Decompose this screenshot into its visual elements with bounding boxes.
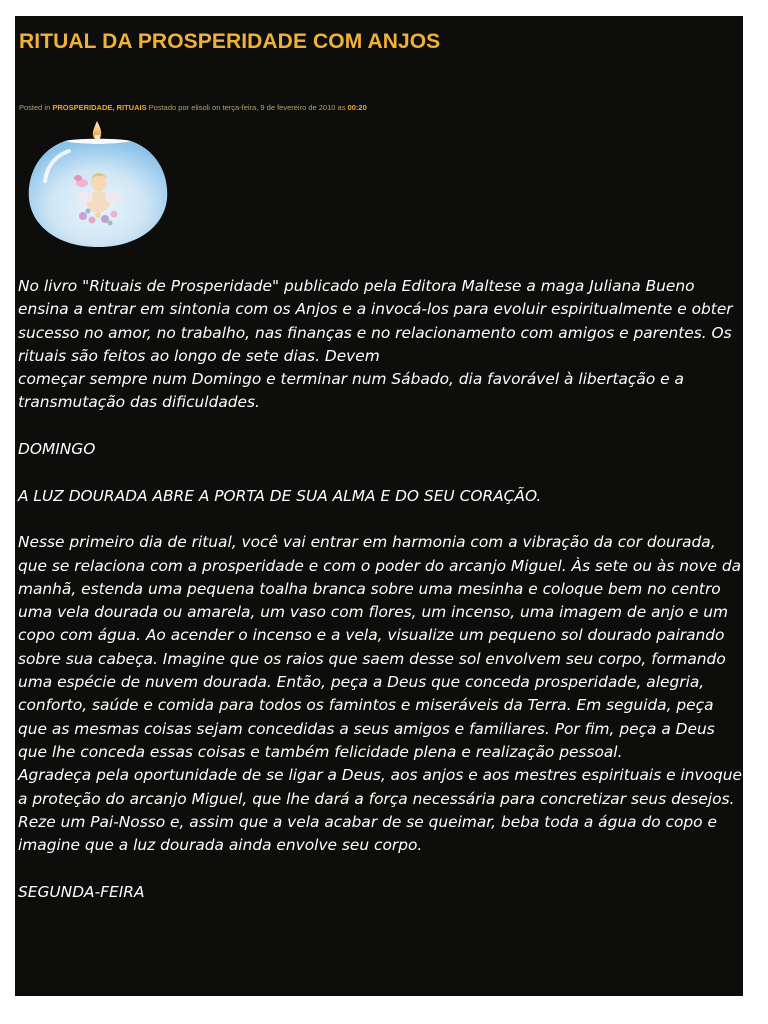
blog-post xyxy=(15,16,743,996)
posted-by-text: Postado por elisoli on terça-feira, 9 de fevereiro de 2010 as xyxy=(148,103,346,112)
blank-line xyxy=(18,415,743,438)
category-link-prosperidade[interactable]: PROSPERIDADE xyxy=(52,103,113,112)
post-time: 00:20 xyxy=(347,103,367,112)
post-body xyxy=(18,275,743,904)
angel-fishbowl-icon xyxy=(25,119,171,249)
blank-line xyxy=(18,857,743,880)
post-title[interactable]: RITUAL DA PROSPERIDADE COM ANJOS xyxy=(19,30,441,53)
blank-line xyxy=(18,508,743,531)
category-separator: , xyxy=(112,103,115,112)
paragraph-intro-2: começar sempre num Domingo e terminar num Sábado, dia favorável à libertação e a transmutação das dificuldades. xyxy=(18,370,684,412)
angel-fishbowl-graphic xyxy=(25,119,171,249)
post-meta xyxy=(19,103,367,112)
paragraph-domingo-ritual: Nesse primeiro dia de ritual, você vai entrar em harmonia com a vibração da cor dourada, que se relaciona com a prosperidade e com o poder do arcanjo Miguel. Às sete ou às nove da manhã, estenda uma pequena toalha branca sobre uma mesinha e coloque bem no centro uma vela dourada ou amarela, um vaso com flores, um incenso, uma imagem de anjo e um copo com água. Ao acender o incenso e a vela, visualize um pequeno sol dourado pairando sobre sua cabeça. Imagine que os raios que saem desse sol envolvem seu corpo, formando uma espécie de nuvem dourada. Então, peça a Deus que conceda prosperidade, alegria, conforto, saúde e comida para todos os famintos e miseráveis da Terra. Em seguida, peça que as mesmas coisas sejam concedidas a seus amigos e familiares. Por fim, peça a Deus que lhe conceda essas coisas e também felicidade plena e realização pessoal. xyxy=(18,533,742,761)
section-heading-segunda: SEGUNDA-FEIRA xyxy=(18,882,145,901)
section-subheading-domingo: A LUZ DOURADA ABRE A PORTA DE SUA ALMA E DO SEU CORAÇÃO. xyxy=(18,486,542,505)
blank-line xyxy=(18,461,743,484)
paragraph-intro-1: No livro "Rituais de Prosperidade" publicado pela Editora Maltese a maga Juliana Bueno ensina a entrar em sintonia com os Anjos e a invocá-los para evoluir espiritualmente e obter sucesso no amor, no trabalho, nas finanças e no relacionamento com amigos e parentes. Os rituais são feitos ao longo de sete dias. Devem xyxy=(18,277,733,365)
paragraph-domingo-gratitude: Agradeça pela oportunidade de se ligar a Deus, aos anjos e aos mestres espirituais e invoque a proteção do arcanjo Miguel, que lhe dará a força necessária para concretizar seus desejos. Reze um Pai-Nosso e, assim que a vela acabar de se queimar, beba toda a água do copo e imagine que a luz dourada ainda envolve seu corpo. xyxy=(18,766,743,855)
category-link-rituais[interactable]: RITUAIS xyxy=(116,103,147,112)
section-heading-domingo: DOMINGO xyxy=(18,440,96,459)
posted-in-label: Posted in xyxy=(19,103,51,112)
